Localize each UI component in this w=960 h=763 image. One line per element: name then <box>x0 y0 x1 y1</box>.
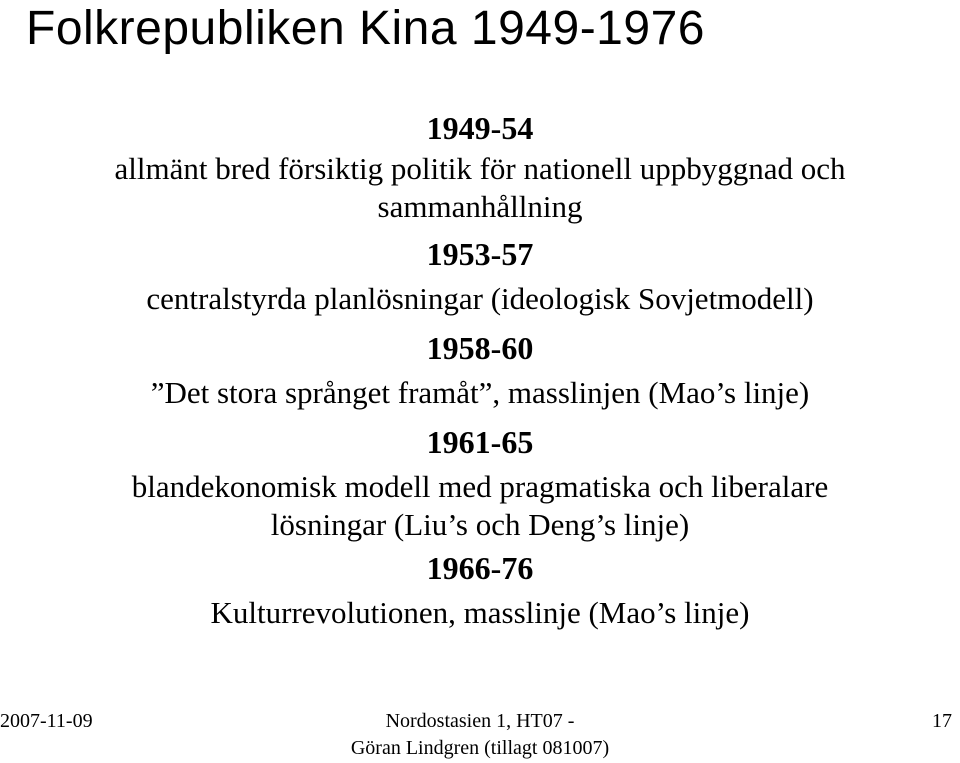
period-description: allmänt bred försiktig politik för nationell uppbyggnad och <box>114 151 846 186</box>
slide-content <box>0 100 960 632</box>
period-heading: 1966-76 <box>426 550 534 586</box>
timeline-entry <box>0 100 960 226</box>
period-heading: 1961-65 <box>426 424 534 460</box>
period-description: lösningar (Liu’s och Deng’s linje) <box>270 507 690 542</box>
period-description: centralstyrda planlösningar (ideologisk Sovjetmodell) <box>146 281 814 316</box>
timeline-entry <box>0 546 960 632</box>
timeline-entry <box>0 420 960 544</box>
footer-author-line: Göran Lindgren (tillagt 081007) <box>350 737 610 759</box>
timeline-entry <box>0 232 960 318</box>
footer-course-info <box>320 708 640 762</box>
period-heading: 1953-57 <box>426 236 534 272</box>
period-description: Kulturrevolutionen, masslinje (Mao’s linje) <box>210 595 750 630</box>
period-description: sammanhållning <box>377 189 583 224</box>
footer-course-line: Nordostasien 1, HT07 - <box>385 710 575 732</box>
period-description: blandekonomisk modell med pragmatiska och liberalare <box>131 469 829 504</box>
period-heading: 1958-60 <box>426 330 534 366</box>
period-description: ”Det stora språnget framåt”, masslinjen (Mao’s linje) <box>150 375 810 410</box>
footer-date: 2007-11-09 <box>0 710 93 732</box>
slide-title: Folkrepubliken Kina 1949-1976 <box>26 2 705 55</box>
page-number: 17 <box>932 710 952 732</box>
period-heading: 1949-54 <box>426 110 534 146</box>
timeline-entry <box>0 326 960 412</box>
